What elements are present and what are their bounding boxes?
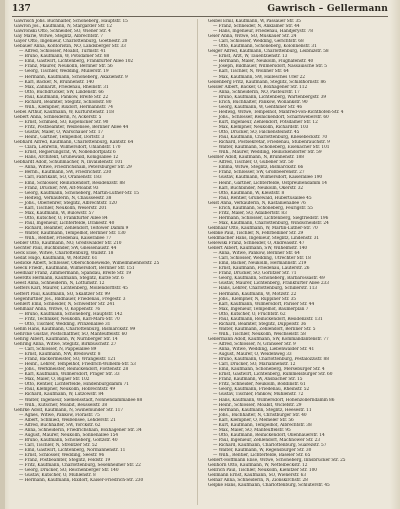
directory-entry: Geeck Friedr., Kaufmann, Wilmersdorf, Berliner Str. 151 (14, 266, 135, 272)
directory-entry: Gayer Otto, Ingenieur, Charlottenburg, Goethestr. 20 (14, 39, 128, 45)
directory-entry: — Emil, Gastwirt, Lichtenberg, Frankfurter Allee 102 (19, 59, 134, 65)
directory-entry: — Hans, Lehrer, Charlottenburg, Schillerstr. 113 (213, 286, 318, 292)
directory-entry: Gelewski Franz, Schneider, O, Andreasstr. 47 (208, 241, 305, 247)
directory-entry: — Georg, Drucker, SO, Reichenberger Str. 140 (19, 468, 119, 474)
directory-entry: — Johs., Buchhalter, N, Christburger Str. 40 (213, 412, 307, 418)
directory-entry: — Heinr., Schlosser, Moabit, Wiclefstr. 29 (213, 402, 302, 408)
directory-entry: — Richard, Kaufmann, W, Lützowstr. 84 (19, 392, 104, 398)
directory-entry: — Paul, Kaufmann, Pankow, Breite Str. 22 (19, 94, 109, 100)
directory-entry: — Bruno, Kaufmann, Schöneberg, Hauptstr. 142 (19, 311, 123, 317)
directory-entry: — Hedwig, Verkäuferin, N, Chausseestr. 38 (19, 195, 112, 201)
directory-entry: Gawrisch Johs. Buchhalter, Schöneberg, Hauptstr. 15 (14, 19, 128, 24)
directory-entry: — August, Maurer, O, Weidenweg 33 (213, 352, 292, 358)
directory-entry: Gehring Anna, Witwe, Steglitz, Birkbuschstr. 27 (14, 342, 117, 347)
directory-entry: Gehlert Emil, Schneider, N, Schwedter Str. 241 (14, 301, 115, 307)
directory-entry: Geilenberg Fritz, Kaufmann, Steglitz, Schildhornstr. 86 (208, 79, 326, 85)
directory-entry: — Hermann, Kaufmann, W, Motzstr. 22 (213, 291, 297, 297)
directory-entry: — Johs., Werkmeister, Reinickendorf, Flottenstr. 28 (19, 367, 129, 373)
directory-entry: — Hedwig, Witwe, Tempelhof, Manfred-von-Richthofen-Str. 4 (213, 109, 344, 115)
directory-entry: — Franz, Bäckermeister, SO, Wrangelstr. 121 (19, 357, 116, 363)
directory-entry: Geffers Karl, Maurer, Lichtenberg, Möllendorffstr. 45 (14, 286, 128, 292)
directory-entry: — Fritz, Postbeamter, Weißensee, Berliner Allee 44 (19, 124, 129, 130)
directory-entry: — Richard, Kaufmann, Charlottenburg, Suarezstr. 57 (213, 442, 327, 448)
directory-entry: — Wilh., Kutscher, Moabit, Beusselstr. 38 (19, 402, 108, 408)
directory-entry: Gellrich Paul, Tischler, Neukölln, Kienitzer Str. 100 (208, 468, 317, 474)
directory-entry: — Ernst, Schlosser, Wedding, Seestr. 96 (19, 453, 105, 459)
directory-entry: — Otto, Buchdrucker, SW, Lindenstr. 66 (19, 89, 104, 95)
directory-entry: Gebert Anna, Schneiderin, N, Ackerstr. 5 (14, 114, 102, 120)
directory-entry: Geißler Adolf, Kaufmann, N, Brunnenstr. 188 (208, 155, 304, 161)
directory-entry: — Anna, Schneiderin, Friedrichshain, Boxhagener Str. 34 (19, 427, 142, 433)
directory-entry: — Georg, Tischler, Wedding, Müllerstr. 19 (19, 69, 109, 75)
directory-entry: Gellmann Ernst, Kaufmann, SO, Wienerstr. 63 (208, 473, 307, 479)
directory-entry: — Georg, Kaufmann, Schöneberg, Barbarossastr. 49 (213, 276, 325, 282)
directory-entry: — Franz, Schlosser, SW, Großbeerenstr. 27 (213, 170, 305, 176)
directory-entry: — Carl, Schlosser, Wedding, Utrechter Str. 18 (213, 256, 311, 262)
directory-entry: — Otto, Rentier, Lichterfelde, Hindenburgdamm 71 (19, 382, 129, 388)
directory-entry: — Johs., Klempner, N, Ruppiner Str. 35 (213, 296, 296, 302)
directory-entry: — Otto, Kutscher, O, Fruchtstr. 62 (213, 311, 286, 317)
directory-entry: — Walter, Kaufmann, W, Regensburger Str. 30 (213, 447, 312, 453)
directory-entry: — Bernh., Kaufmann, SW, Friedrichstr. 230 (19, 170, 112, 176)
directory-entry: Gawronski Otto, Schneider, SO, Wiener Str. 4 (14, 29, 111, 35)
directory-entry: — Georg, Kaufmann, W, Genthiner Str. 46 (213, 104, 303, 110)
directory-entry: Geck Elise, Witwe, Charlottenburg, Wallstr. 18 (14, 251, 114, 257)
directory-entry: — Alfred, Schlosser, N, Granseer Str. 9 (213, 342, 296, 347)
directory-entry: — Johs., Oberlehrer, Steglitz, Albrechtstr. 120 (19, 200, 117, 206)
directory-entry: — Otto, Tischler, Wedding, Prinzenallee 31 (19, 321, 111, 327)
directory-entry: — Kurt, Ingenieur, Zehlendorf, Potsdamer Str. 12 (213, 119, 318, 125)
directory-entry: — Emma, Witwe, Steglitz, Bismarckstr. 66 (213, 165, 304, 171)
directory-entry: — Walter, Kaufmann, Zehlendorf, Berliner Str. 5 (213, 326, 316, 332)
directory-entry: Gedat Hugo, Kaufmann, W, Motzstr. 61 (14, 256, 98, 262)
directory-entry: — Karl, Klempner, O, Memeler Str. 56 (213, 417, 294, 423)
directory-entry: — Ernst, Arzt, W, Tauentzienstr. 13 (213, 54, 288, 60)
directory-entry: — Karl, Tischler, Neukölln, Weserstr. 201 (19, 205, 107, 211)
directory-entry: — Hermann, Kaufmann, Schöneberg, Akazienstr. 9 (19, 74, 128, 80)
directory-entry: Geier Anna, Witwe, SO, Muskauer Str. 24 (208, 34, 297, 40)
directory-entry: — Paul, Ingenieur, Zehlendorf, Machnower Str. 23 (213, 437, 321, 443)
directory-entry: — Emil, Bäcker, Neukölln, Hermannstr. 219 (213, 261, 307, 267)
directory-entry: — Richard, Postsekretär, Friedenau, Stubenrauchstr. 9 (213, 140, 330, 146)
directory-entry: Gellermann Adolf, Kaufmann, SW, Kommandantenstr. 77 (208, 336, 329, 342)
directory-entry: — Heinr., Gärtner, Tempelhof, Dorfstr. 3 (19, 135, 105, 141)
directory-entry: — Kurt, Kaufmann, Tempelhof, Albrechtstr. 38 (213, 422, 312, 428)
page-binding-edge (0, 0, 5, 509)
directory-entry: — Ernst, Kaufmann, Friedenau, Lauterstr. 26 (213, 266, 310, 272)
directory-entry: Gehm Hans, Kaufmann, Charlottenburg, Bismarckstr. 99 (14, 326, 136, 332)
directory-entry: — Karl, Buchbinder, Neukölln, Okerstr. 32 (213, 185, 304, 191)
directory-entry: — Fritz, Techniker, Neukölln, Karl-Marx-Str. 70 (19, 316, 120, 322)
directory-entry: — Gustav, Tischler, Pankow, Mühlenstr. 72 (213, 392, 304, 398)
directory-entry: Gebauer Anna, Kontoristin, NO, Landsberger Str. 33 (14, 44, 126, 50)
directory-entry: — Franz, Postbeamter, Steglitz, Feldstr. 19 (19, 458, 111, 464)
directory-entry: — Otto, Kaufmann, W, Kleiststr. 8 (213, 190, 285, 196)
directory-entry: — Carl, Tischler, N, Strelitzer Str. 52 (19, 442, 98, 448)
directory-entry: Gehrig Albert, Kaufmann, W, Nürnberger Str. 14 (14, 336, 118, 342)
directory-entry: — Max, Ingenieur, Tempelhof, Bäumerplan 7 (213, 306, 309, 312)
directory-entry: Gawron Jos., Kaufmann, N, Stargarder Str. 12 (14, 24, 112, 30)
directory-entry: — Max, Kaufmann, Charlottenburg, Windscheidstr. 24 (213, 220, 329, 226)
directory-entry: Geibel Emil, Kaufmann, W, Passauer Str. 35 (208, 19, 301, 24)
directory-entry: — Ernst, Regierungsrat, W, Nollendorfplatz 6 (19, 150, 116, 156)
directory-entry: Gebhard Alfred, Kaufmann, Charlottenburg, Kantstr. 64 (14, 140, 134, 146)
directory-entry: — Karl, Kaufmann, Wilmersdorf, Pariser Str. 44 (213, 301, 315, 307)
directory-entry: Geffert Paul, Kaufmann, SO, Skalitzer Str. 99 (14, 291, 110, 297)
directory-entry: — Max, Maler, O, Rigaer Str. 102 (19, 377, 90, 383)
directory-entry: — Otto, Kutscher, O, Frankfurter Allee 84 (19, 215, 108, 221)
directory-entry: — Richard, Beamter, Steglitz, Düppelstr. 36 (213, 321, 307, 327)
directory-entry: Gay Marie, Witwe, Steglitz, Albrechtstr. 7 (14, 34, 103, 40)
directory-entry: — Otto, Kaufmann, Schöneberg, Kolonnenstr. 31 (213, 44, 317, 50)
directory-entry: Gebhardt Adolf, Schuhmacher, N, Invalidenstr. 101 (14, 160, 123, 166)
directory-entry: Geerdts Hermann, Kaufmann, Steglitz, Kurze Str. 6 (14, 276, 124, 282)
directory-entry: — Carl, Schlosser, Wedding, Gerichtstr. 68 (213, 39, 304, 45)
directory-entry: — Georg, Kaufmann, Schöneberg, Martin-Luther-Str. 15 (19, 190, 139, 196)
directory-entry: — Joseph, Bildhauer, Wilmersdorf, Nassauische Str. 5 (213, 64, 327, 70)
directory-entry: — Walter, Kaufmann, Tempelhof, Berliner Str. 130 (19, 230, 126, 236)
directory-entry: — Erich, Kaufmann, Schöneberg, Feurigstr. 55 (213, 205, 313, 211)
directory-entry: — Clara, Lehrerin, Wilmersdorf, Uhlandstr. 170 (19, 145, 121, 151)
directory-entry: — Hermann, Maler, Neukölln, Flughafenstr. 40 (213, 59, 314, 65)
left-column (14, 19, 190, 505)
directory-entry: Geest Anna, Schneiderin, N, Lottumstr. 12 (14, 281, 105, 287)
directory-entry: Gelbhaar Otto, Kaufmann, W, Martin-Luther-Str. 70 (208, 225, 318, 231)
directory-entry: — Paul, Klempner, Neukölln, Hobrechtstr. 49 (19, 387, 116, 393)
directory-entry: — Anna, Witwe, Pankow, Berliner Str. 64 (213, 251, 300, 257)
directory-entry: Geist Anna, Verkäuferin, N, Kastanienallee 76 (208, 200, 306, 206)
directory-entry: — Gustav, Maler, O, Warschauer Str. 17 (19, 130, 104, 136)
directory-entry: — Max, Klempner, Neukölln, Richardstr. 103 (213, 124, 309, 130)
directory-entry: — Max, Maler, SO, Manteuffelstr. 95 (213, 427, 291, 433)
directory-entry: Gellert-Hoffmann Elise, Witwe, Schöneberg, Innsbrucker Str. 25 (208, 458, 346, 464)
directory-entry: — Heinr., Lehrer, Tempelhof, Friedrich-Wilhelm-Str. 53 (19, 362, 136, 368)
directory-entry: — Georg, Kaufmann, Friedenau, Rheinstr. 52 (213, 387, 310, 393)
page-number: 137 (12, 4, 31, 14)
directory-entry: — Alfred, Buchhalter, SW, Yorckstr. 62 (19, 422, 101, 428)
directory-entry: Gehrke Adolf, Kaufmann, N, Swinemünder Str. 117 (14, 407, 124, 413)
directory-entry: Geelhaar Franz, Zimmermann, Spandau, Breite Str. 19 (14, 271, 132, 277)
directory-entry: — Ernst, Schmied, SO, Köpenicker Str. 90 (19, 119, 109, 125)
directory-entry: — Carl, Schlosser, N, Pappelallee 89 (19, 347, 97, 353)
directory-entry: — Paul, Kaufmann, Charlottenburg, Knesebeckstr. 70 (213, 135, 328, 141)
directory-entry: Gedicke Albert, Schlosser, Oberschöneweide, Wilhelminenhofstr. 25 (14, 261, 160, 267)
directory-entry: Gebel Arthur, Kaufmann, W, Kurfürstenstr. 118 (14, 109, 114, 115)
directory-entry: — Agnes, Witwe, Pankow, Florastr. 75 (19, 412, 100, 418)
directory-entry: — Emil, Gastwirt, Lichtenberg, Normannenstr. 11 (19, 447, 126, 453)
directory-entry: — Emil, Kaufmann, Schöneberg, Merseburger Str. 4 (213, 367, 325, 373)
directory-entry: — Max, Zahnarzt, Friedenau, Rheinstr. 31 (19, 84, 109, 90)
directory-entry: — Bruno, Kaufmann, Charlottenburg, Pestalozzistr. 88 (213, 357, 329, 363)
directory-entry: — Richard, Beamter, Steglitz, Schloßstr. 80 (19, 99, 112, 105)
directory-entry: — Hermann, Schlosser, Lichtenberg, Siegfriedstr. 196 (213, 215, 329, 221)
directory-entry: — Hans, Architekt, Grunewald, Königsallee 12 (19, 155, 119, 161)
directory-entry: — Anna, Schneiderin, NO, Pasteurstr. 17 (213, 89, 300, 95)
directory-entry: — Richard, Beamter, Zehlendorf, Teltower Damm 9 (19, 225, 129, 231)
directory-entry: Gehlhaar Anna, Witwe, O, Koppenstr. 76 (14, 306, 101, 312)
directory-entry: — Bruno, Kaufmann, Schöneberg, Goltzstr. 40 (19, 437, 118, 443)
directory-entry: — Hermann, Kaufmann, Rixdorf, Kaiser-Friedrich-Str. 230 (19, 478, 144, 484)
directory-entry: — Ernst, Gastwirt, Lichtenberg, Rummelsburger Str. 60 (213, 372, 333, 378)
directory-entry: — Max, Kaufmann, W, Bülowstr. 57 (19, 210, 94, 216)
directory-entry: — Emil, Schlosser, Reinickendorf, Residenzstr. 88 (19, 180, 125, 186)
directory-entry: Gehrcke Gustav, Postschaffner, SO, Manteuffelstr. 60 (14, 331, 127, 337)
directory-entry: — Walter, Ingenieur, Siemensstadt, Nonnendammallee 88 (19, 397, 143, 403)
right-column (208, 19, 384, 505)
directory-entry: — Heinr., Gärtner, Lichterfelde, Ostpreußendamm 14 (213, 180, 327, 186)
directory-entry: Gelbke Paul, Tischler, N, Fehrbelliner Str. 29 (208, 230, 304, 236)
directory-entry: — Fritz, Maler, SO, Adalbertstr. 83 (213, 210, 287, 216)
directory-entry: — Erich, Buchhalter, Pankow, Wollankstr. 90 (213, 99, 308, 105)
directory-entry: Gegenfurtner Jos., Bildhauer, Friedenau, Fregestr. 3 (14, 296, 126, 302)
directory-entry: — Wilh., Rentier, Friedenau, Kaiserallee 77 (19, 236, 112, 242)
directory-entry: — Otto, Kaufmann, Reinickendorf, Ollenhauerstr. 14 (213, 432, 325, 438)
directory-entry: — Fritz, Kaufmann, Charlottenburg, Sesenheimer Str. 22 (19, 463, 141, 469)
directory-entry: Gellhorn Otto, Kaufmann, W, Nettelbeckstr. 12 (208, 463, 308, 469)
directory-entry: Gebler Otto, Kaufmann, NO, Greifswalder Str. 210 (14, 241, 122, 247)
directory-entry: — Carl, Drucker, SO, Mariannenstr. 12 (213, 362, 296, 368)
directory-entry: — Franz, Kaufmann, W, Ansbacher Str. 15 (213, 377, 303, 383)
directory-entry: — Albert, Schmied, Weißensee, Lehderstr. 21 (19, 417, 116, 423)
directory-entry: — Otto, Drucker, SO, Falckensteinstr. 45 (213, 130, 300, 136)
directory-entry: Geldmacher Hans, Ingenieur, Steglitz, Lindenstr. 31 (208, 236, 320, 242)
directory-entry: — Karl, Tischler, N, Wolliner Str. 64 (213, 69, 289, 75)
directory-entry: — Anna, Witwe, Friedrichshain, Petersburger Str. 29 (19, 165, 132, 171)
header-rule (12, 16, 388, 17)
directory-entry: — Hans, Kaufmann, Wilmersdorf, Hohenzollerndamm 86 (213, 397, 335, 403)
directory-entry: — Paul, Rentier, Grunewald, Hubertusallee 45 (213, 195, 312, 201)
directory-entry: — Wilh., Tischler, Neukölln, Weichselstr. 58 (213, 331, 306, 337)
directory-entry: — Paul, Kaufmann, Reinickendorf, Residenzstr. 131 (213, 316, 323, 322)
directory-entry: — Franz, Maurer, Neukölln, Berliner Str. 56 (19, 64, 113, 70)
directory-entry: — Wilh., Rentier, Lichterfelde, Baseler Str. 65 (213, 453, 311, 459)
column-gutter (197, 19, 198, 505)
directory-entry: — Fritz, Schneider, Neukölln, Boddinstr. 61 (213, 382, 306, 388)
directory-entry: — August, Maurer, Neukölln, Sonnenallee 154 (19, 432, 119, 438)
directory-entry: — Hermann, Kaufmann, Steglitz, Heesestr. 11 (213, 407, 312, 413)
directory-entry: — Wilh., Maurer, Wedding, Reinickendorfer Str. 59 (213, 150, 322, 156)
directory-entry: — Paul, Ingenieur, Lichterfelde, Drakestr. 40 (19, 220, 115, 226)
directory-entry: — Carl, Fabrikant, SO, Oranienstr. 183 (19, 175, 102, 181)
directory-entry: — Franz, Schneider, N, Anklamer Str. 44 (213, 24, 300, 30)
directory-entry: — Max, Kaufmann, SW, Hallesches Ufer 22 (213, 74, 305, 80)
directory-entry: — Gustav, Kaufmann, Wilmersdorf, Kaiserallee 190 (213, 175, 323, 181)
directory-entry: — Hans, Ingenieur, Friedenau, Handjerystr. 78 (213, 29, 313, 35)
directory-entry: — Bruno, Kaufmann, Lichtenberg, Wartenbergstr. 39 (213, 94, 327, 100)
running-title: Gawrisch – Gellermann (267, 4, 388, 14)
directory-entry: — Wilh., Klempner, Rixdorf, Hermannstr. 74 (19, 104, 113, 110)
directory-entry: — Franz, Drucker, SO, Görlitzer Str. 71 (213, 271, 297, 277)
directory-entry: — Alfred, Tischler, O, Gubener Str. 50 (213, 160, 294, 166)
directory-entry: Gechter Paul, Buchbinder, SW, Gneisenaustr. 44 (14, 246, 117, 252)
directory-entry: — Karl, Bäcker, N, Brunnenstr. 140 (19, 79, 94, 85)
directory-entry: — Karl, Kaufmann, Wilmersdorf, Prager Str. 33 (19, 372, 120, 378)
directory-entry: — Gustav, Maurer, Lichtenberg, Frankfurter Allee 233 (213, 281, 329, 287)
directory-entry: Gelpke Hans, Kaufmann, Charlottenburg, Schlüterstr. 45 (208, 483, 330, 489)
directory-entry: — Franz, Drucker, NW, Alt-Moabit 93 (19, 185, 99, 191)
directory-entry: — Ernst, Kaufmann, NW, Bredowstr. 8 (19, 352, 101, 358)
page-header (12, 3, 388, 15)
directory-entry: Gellert Albert, Kaufmann, SW, Wilhelmstr. 140 (208, 246, 308, 252)
directory-entry: — Alfred, Schlosser, Moabit, Turmstr. 41 (19, 49, 106, 55)
directory-entry: — Bruno, Kaufmann, W, Potsdamer Str. 88 (19, 54, 110, 60)
directory-entry: — Gustav, Kutscher, O, Mühlenstr. 8 (19, 473, 96, 479)
directory-entry: Geiger Alfred, Kaufmann, Charlottenburg, Leibnizstr. 58 (208, 49, 329, 55)
directory-entry: — Anna, Witwe, Wedding, Liebenwalder Str. 41 (213, 347, 315, 353)
directory-entry: — Walter, Kaufmann, Schöneberg, Eisenacher Str. 101 (213, 145, 330, 151)
directory-entry: — Johs., Schlosser, Reinickendorf, Scharnweberstr. 60 (213, 114, 329, 120)
directory-entry: Geisler Albert, Bäcker, O, Boxhagener Str. 112 (208, 84, 308, 90)
directory-entry: Gelnar Anna, Schneiderin, N, Zionskirchstr. 28 (208, 478, 308, 484)
